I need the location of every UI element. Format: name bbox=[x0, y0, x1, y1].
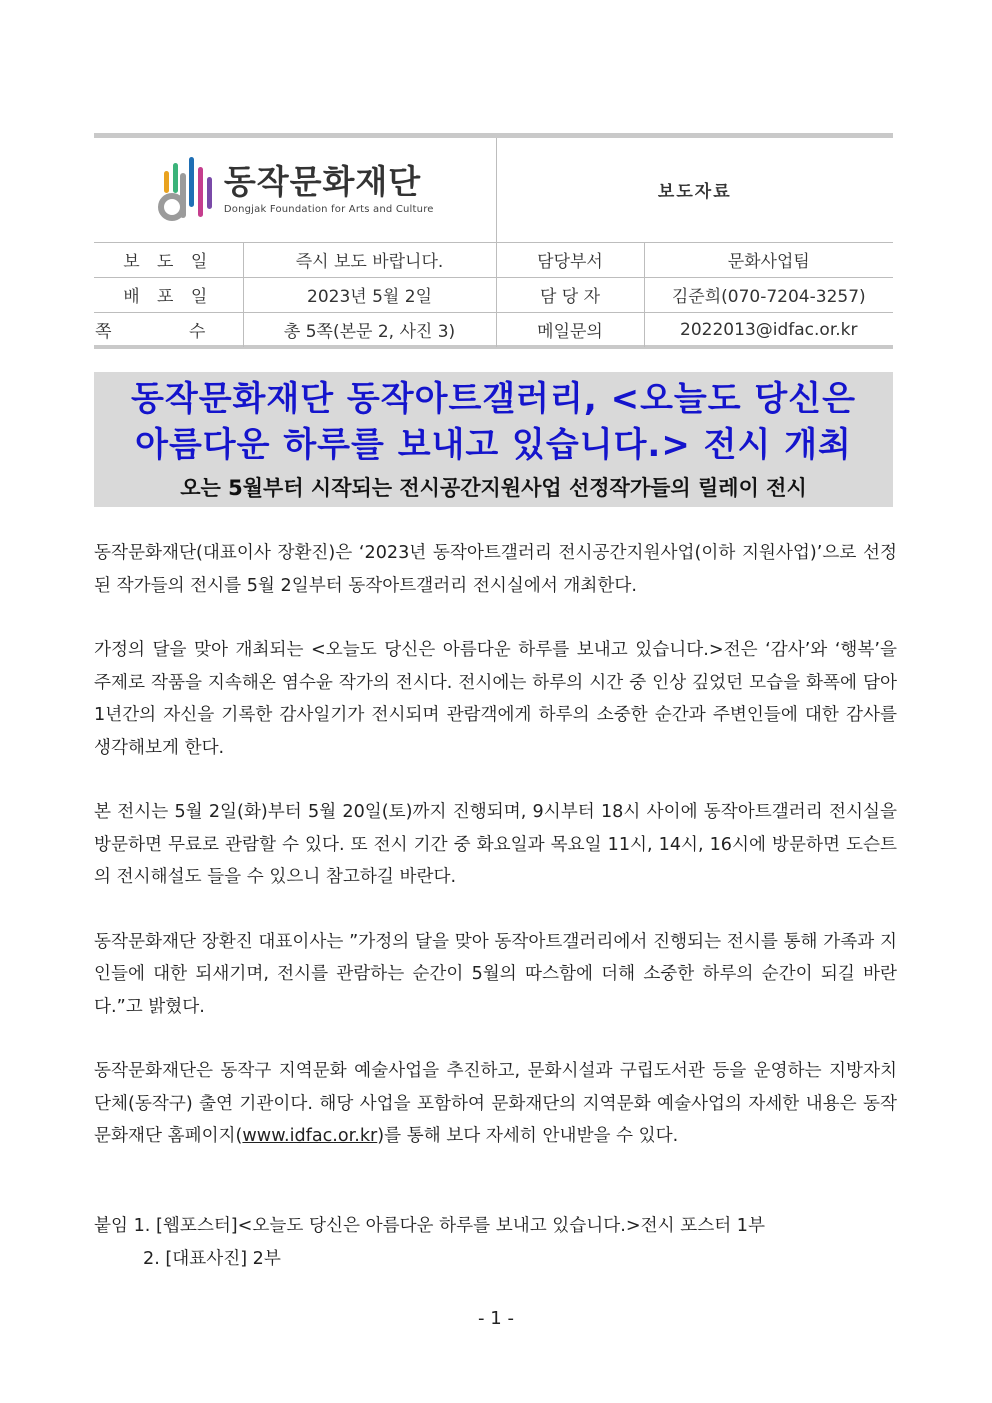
org-name-en: Dongjak Foundation for Arts and Culture bbox=[223, 203, 434, 215]
headline-line-1: 동작문화재단 동작아트갤러리, <오늘도 당신은 bbox=[131, 379, 856, 419]
paragraph-1: 동작문화재단(대표이사 장환진)은 ‘2023년 동작아트갤러리 전시공간지원사업(이하 지원사업)’으로 선정된 작가들의 전시를 5월 2일부터 동작아트갤러리 전시실에서 개최한다. bbox=[94, 543, 897, 596]
distribution-date-value: 2023년 5월 2일 bbox=[243, 277, 496, 312]
paragraph-5 bbox=[94, 1055, 897, 1153]
paragraph-5-text-a: 동작문화재단은 동작구 지역문화 예술사업을 추진하고, 문화시설과 구립도서관 등을 운영하는 지방자치단체(동작구) 출연 기관이다. 해당 사업을 포함하여 문화재단의 지역문화 예술사업의 자세한 내용은 동작문화재단 홈페이지( bbox=[94, 1061, 897, 1146]
contact-value: 김준희(070-7204-3257) bbox=[644, 277, 893, 312]
logo-cell bbox=[94, 138, 496, 242]
page-number: - 1 - bbox=[478, 1308, 514, 1329]
release-date-value: 즉시 보도 바랍니다. bbox=[243, 242, 496, 277]
org-name-ko: 동작문화재단 bbox=[223, 161, 422, 201]
header-table bbox=[94, 133, 893, 349]
paragraph-4: 동작문화재단 장환진 대표이사는 ”가정의 달을 맞아 동작아트갤러리에서 진행되는 전시를 통해 가족과 지인들에 대한 되새기며, 전시를 관람하는 순간이 5월의 따스함에 더해 소중한 하루의 순간이 되길 바란다.”고 밝혔다. bbox=[94, 931, 897, 1017]
subheadline: 오는 5월부터 시작되는 전시공간지원사업 선정작가들의 릴레이 전시 bbox=[180, 476, 807, 500]
mail-value[interactable]: 2022013@idfac.or.kr bbox=[644, 312, 893, 347]
headline-line-2: 아름다운 하루를 보내고 있습니다.> 전시 개최 bbox=[135, 425, 852, 465]
doc-type: 보도자료 bbox=[496, 138, 893, 242]
paragraph-5-text-b: )를 통해 보다 자세히 안내받을 수 있다. bbox=[377, 1126, 679, 1146]
distribution-date-label: 배 포 일 bbox=[94, 277, 243, 312]
paragraph-2: 가정의 달을 맞아 개최되는 <오늘도 당신은 아름다운 하루를 보내고 있습니다.>전은 ‘감사’와 ‘행복’을 주제로 작품을 지속해온 염수윤 작가의 전시다. 전시에는 하루의 시간 중 인상 깊었던 모습을 화폭에 담아 1년간의 자신을 기록한 감사일기가 전시되며 관람객에게 하루의 소중한 순간과 주변인들에 대한 감사를 생각해보게 한다. bbox=[94, 640, 897, 758]
logo-mark-icon bbox=[156, 155, 214, 225]
org-logo bbox=[94, 155, 496, 225]
mail-label: 메일문의 bbox=[496, 312, 644, 347]
pages-label: 쪽 수 bbox=[94, 312, 243, 347]
contact-label: 담 당 자 bbox=[496, 277, 644, 312]
dept-label: 담당부서 bbox=[496, 242, 644, 277]
paragraph-3: 본 전시는 5월 2일(화)부터 5월 20일(토)까지 진행되며, 9시부터 18시 사이에 동작아트갤러리 전시실을 방문하면 무료로 관람할 수 있다. 또 전시 기간 중 화요일과 목요일 11시, 14시, 16시에 방문하면 도슨트의 전시해설도 들을 수 있으니 참고하길 바란다. bbox=[94, 802, 897, 887]
homepage-link[interactable]: www.idfac.or.kr bbox=[242, 1126, 378, 1146]
article-body bbox=[94, 537, 897, 1185]
release-date-label: 보 도 일 bbox=[94, 242, 243, 277]
headline-box bbox=[94, 372, 893, 507]
attachment-2: 2. [대표사진] 2부 bbox=[143, 1249, 281, 1269]
dept-value: 문화사업팀 bbox=[644, 242, 893, 277]
attachment-1: 붙임 1. [웹포스터]<오늘도 당신은 아름다운 하루를 보내고 있습니다.>전시 포스터 1부 bbox=[94, 1216, 765, 1236]
pages-value: 총 5쪽(본문 2, 사진 3) bbox=[243, 312, 496, 347]
attachments bbox=[94, 1210, 765, 1276]
